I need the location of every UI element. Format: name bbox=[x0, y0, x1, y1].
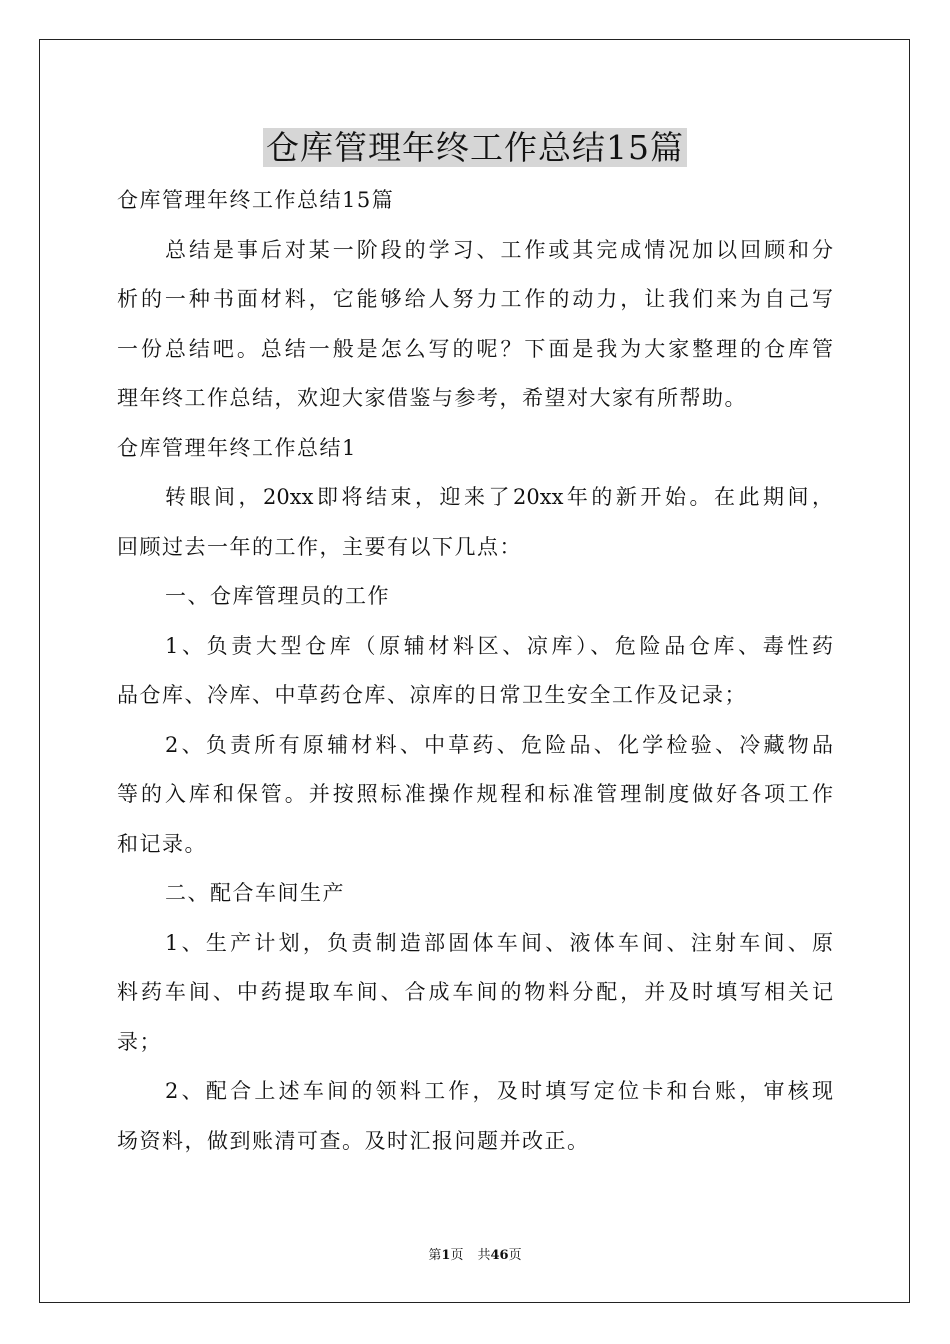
text-line: 一份总结吧。总结一般是怎么写的呢？下面是我为大家整理的仓库管 bbox=[117, 336, 833, 361]
text-line: 转眼间，20xx即将结束，迎来了20xx年的新开始。在此期间， bbox=[165, 485, 833, 509]
text-line: 2、配合上述车间的领料工作，及时填写定位卡和台账，审核现 bbox=[165, 1079, 833, 1103]
footer-total-pages: 46 bbox=[490, 1248, 509, 1263]
text-line: 2、负责所有原辅材料、中草药、危险品、化学检验、冷藏物品 bbox=[165, 732, 833, 757]
text-line: 料药车间、中药提取车间、合成车间的物料分配，并及时填写相关记 bbox=[117, 980, 833, 1004]
footer-prefix: 第 bbox=[428, 1248, 442, 1263]
text-line: 理年终工作总结，欢迎大家借鉴与参考，希望对大家有所帮助。 bbox=[117, 386, 747, 410]
text-line: 二、配合车间生产 bbox=[165, 881, 345, 905]
page-footer bbox=[0, 1247, 950, 1265]
footer-total-unit: 页 bbox=[508, 1248, 522, 1263]
footer-page-unit: 页 bbox=[450, 1248, 464, 1263]
text-line: 1、负责大型仓库（原辅材料区、凉库）、危险品仓库、毒性药 bbox=[165, 633, 833, 658]
text-line: 和记录。 bbox=[117, 831, 207, 856]
text-line: 总结是事后对某一阶段的学习、工作或其完成情况加以回顾和分 bbox=[165, 237, 833, 262]
footer-current-page: 1 bbox=[441, 1248, 451, 1263]
document-body bbox=[117, 176, 833, 1166]
text-line: 场资料，做到账清可查。及时汇报问题并改正。 bbox=[117, 1128, 590, 1153]
text-line: 录； bbox=[117, 1029, 162, 1054]
text-line: 品仓库、冷库、中草药仓库、凉库的日常卫生安全工作及记录； bbox=[117, 683, 747, 707]
footer-total-prefix: 共 bbox=[477, 1248, 491, 1263]
text-line: 等的入库和保管。并按照标准操作规程和标准管理制度做好各项工作 bbox=[117, 782, 833, 806]
text-line: 一、仓库管理员的工作 bbox=[165, 584, 390, 608]
text-line: 1、生产计划，负责制造部固体车间、液体车间、注射车间、原 bbox=[165, 930, 833, 955]
text-line: 回顾过去一年的工作，主要有以下几点： bbox=[117, 534, 522, 559]
document-title-text: 仓库管理年终工作总结15篇 bbox=[263, 128, 687, 167]
document-title bbox=[0, 126, 950, 170]
text-line: 仓库管理年终工作总结1 bbox=[117, 435, 357, 460]
text-line: 仓库管理年终工作总结15篇 bbox=[117, 188, 395, 212]
text-line: 析的一种书面材料，它能够给人努力工作的动力，让我们来为自己写 bbox=[117, 287, 833, 311]
